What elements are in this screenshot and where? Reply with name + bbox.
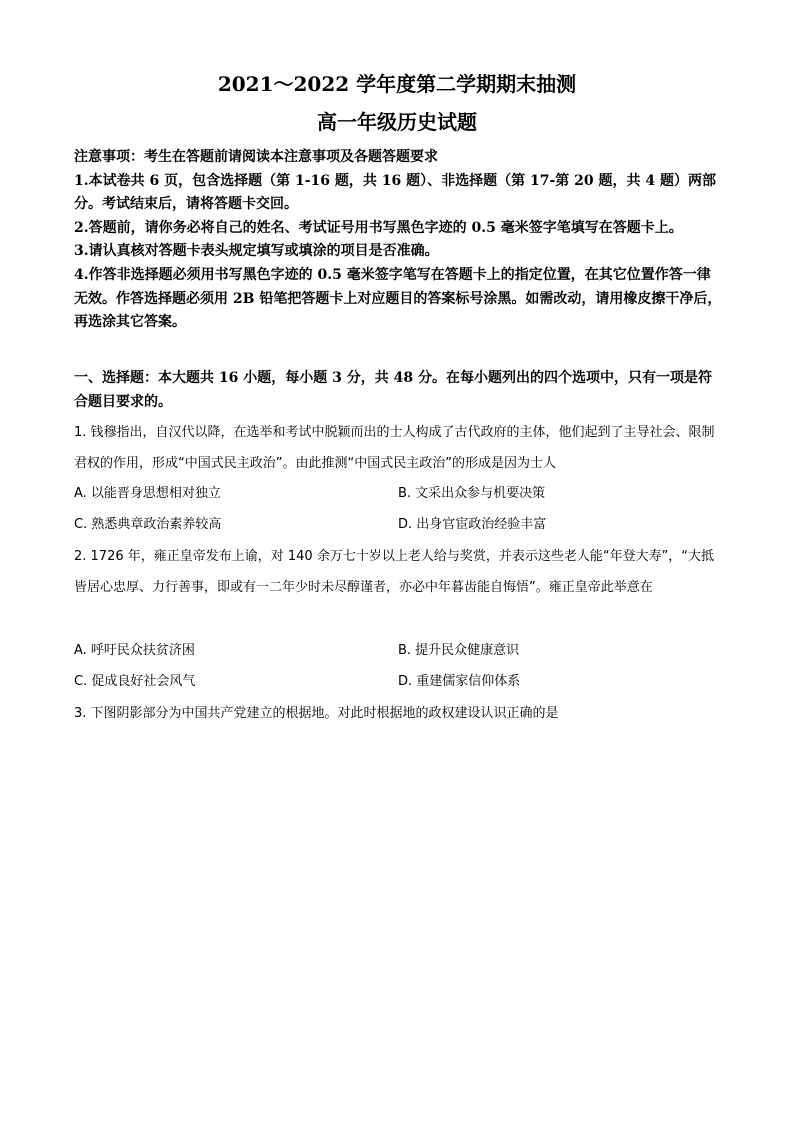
question-1: [74, 417, 722, 479]
question-2-option-c: C. 促成良好社会风气: [74, 674, 196, 689]
note-item-3: 3.请认真核对答题卡表头规定填写或填涂的项目是否准确。: [74, 243, 439, 260]
exam-title: 2021～2022 学年度第二学期期末抽测: [217, 72, 577, 96]
notes-heading: 注意事项：考生在答题前请阅读本注意事项及各题答题要求: [74, 149, 438, 165]
exam-notes: [74, 146, 722, 335]
note-item-2: 2.答题前，请你务必将自己的姓名、考试证号用书写黑色字迹的 0.5 毫米签字笔填写在答题卡上。: [74, 219, 683, 236]
question-1-option-a: A. 以能晋身思想相对独立: [74, 486, 221, 501]
exam-subtitle: 高一年级历史试题: [317, 110, 477, 134]
question-1-stem: 1. 钱穆指出，自汉代以降，在选举和考试中脱颖而出的士人构成了古代政府的主体，他们起到了主导社会、限制君权的作用，形成“中国式民主政治”。由此推测“中国式民主政治”的形成是因为士人: [74, 425, 715, 471]
note-item-1: 1.本试卷共 6 页，包含选择题（第 1-16 题，共 16 题）、非选择题（第 17-第 20 题，共 4 题）两部分。考试结束后，请将答题卡交回。: [74, 172, 717, 213]
question-2-option-a: A. 呼吁民众扶贫济困: [74, 643, 195, 658]
question-2-option-d: D. 重建儒家信仰体系: [398, 674, 521, 689]
question-2: [74, 541, 722, 603]
question-2-stem: 2. 1726 年，雍正皇帝发布上谕，对 140 余万七十岁以上老人给与奖赏，并表示这些老人能“年登大寿”，“大抵皆居心忠厚、力行善事，即或有一二年少时未尽醇谨者，亦必中年暮齿能自悔悟”。雍正皇帝此举意在: [74, 549, 715, 595]
question-3-stem: 3. 下图阴影部分为中国共产党建立的根据地。对此时根据地的政权建设认识正确的是: [74, 706, 559, 721]
question-1-option-c: C. 熟悉典章政治素养较高: [74, 517, 222, 532]
question-1-option-d: D. 出身官宦政治经验丰富: [398, 517, 547, 532]
question-1-option-b: B. 文采出众参与机要决策: [398, 486, 546, 501]
question-3: [74, 698, 722, 729]
question-2-option-b: B. 提升民众健康意识: [398, 643, 520, 658]
section-heading: 一、选择题：本大题共 16 小题，每小题 3 分，共 48 分。在每小题列出的四个选项中，只有一项是符合题目要求的。: [74, 370, 712, 410]
note-item-4: 4.作答非选择题必须用书写黑色字迹的 0.5 毫米签字笔写在答题卡上的指定位置，在其它位置作答一律无效。作答选择题必须用 2B 铅笔把答题卡上对应题目的答案标号涂黑。如需改动，请用橡皮擦干净后，再选涂其它答案。: [74, 266, 722, 331]
